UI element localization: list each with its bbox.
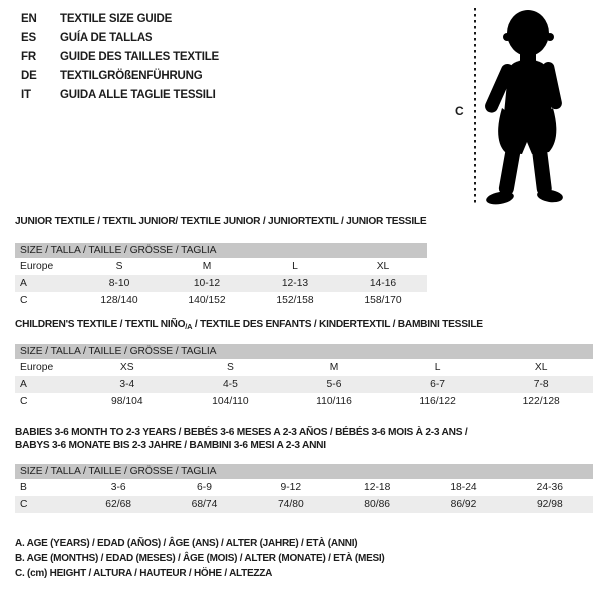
table-cell: 14-16 [369,278,397,289]
table-cell: L [292,261,298,272]
table-cell: 86/92 [450,499,477,510]
lang-code: ES [21,32,36,44]
lang-code: EN [21,13,37,25]
title-subscript: /A [185,322,193,331]
table-cell: M [329,362,339,373]
lang-row-es [21,29,219,48]
footnote-a: A. AGE (YEARS) / EDAD (AÑOS) / ÂGE (ANS) / ALTER (JAHRE) / ETÀ (ANNI) [15,538,358,549]
lang-code: DE [21,70,37,82]
row-label: A [20,379,27,390]
table-cell: 152/158 [276,295,314,306]
table-cell: S [115,261,123,272]
table-cell: 10-12 [193,278,221,289]
row-label: C [20,499,28,510]
table-cell: 140/152 [188,295,226,306]
footnote-legend [15,536,385,581]
table-cell: 104/110 [212,396,249,407]
junior-table-title: JUNIOR TEXTILE / TEXTIL JUNIOR/ TEXTILE JUNIOR / JUNIORTEXTIL / JUNIOR TESSILE [15,216,427,227]
lang-row-fr [21,48,219,67]
lang-label: GUÍA DE TALLAS [60,32,153,44]
row-label: Europe [20,362,54,373]
baby-silhouette-icon [470,6,595,208]
footnote-c: C. (cm) HEIGHT / ALTURA / HAUTEUR / HÖHE / ALTEZZA [15,568,273,579]
junior-size-table [15,243,427,309]
title-line-1: BABIES 3-6 MONTH TO 2-3 YEARS / BEBÉS 3-6 MESES A 2-3 AÑOS / BÉBÉS 3-6 MOIS À 2-3 ANS / [15,427,468,438]
lang-row-en [21,10,219,29]
table-row-age [15,275,427,292]
height-measure-label: C [455,104,464,118]
lang-label: TEXTILE SIZE GUIDE [60,13,173,25]
table-cell: 158/170 [364,295,402,306]
table-cell: L [434,362,441,373]
table-cell: XS [119,362,134,373]
table-cell: XL [376,261,390,272]
table-cell: 6-7 [430,379,446,390]
footnote-b: B. AGE (MONTHS) / EDAD (MESES) / ÂGE (MOIS) / ALTER (MONATE) / ETÀ (MESI) [15,553,385,564]
children-size-table [15,344,593,410]
language-title-list [21,10,219,105]
table-cell: 3-4 [119,379,135,390]
lang-row-de [21,67,219,86]
title-line-2: BABYS 3-6 MONATE BIS 2-3 JAHRE / BAMBINI 3-6 MESI A 2-3 ANNI [15,440,326,451]
title-part: / TEXTILE DES ENFANTS / KINDERTEXTIL / BAMBINI TESSILE [192,319,483,330]
table-row-height [15,496,593,513]
table-cell: XL [534,362,548,373]
table-row-europe [15,359,593,376]
size-header: SIZE / TALLA / TAILLE / GRÖSSE / TAGLIA [15,464,593,479]
children-table-title [15,318,483,333]
table-cell: 5-6 [326,379,342,390]
table-cell: 12-13 [281,278,309,289]
table-cell: 128/140 [100,295,138,306]
table-cell: 74/80 [277,499,304,510]
title-part: CHILDREN'S TEXTILE / TEXTIL NIÑO [15,319,186,330]
table-cell: 92/98 [536,499,563,510]
table-cell: 4-5 [222,379,238,390]
table-cell: M [202,261,212,272]
table-cell: 110/116 [316,396,352,407]
table-cell: 122/128 [522,396,560,407]
row-label: Europe [20,261,54,272]
table-cell: 3-6 [110,482,126,493]
table-row-months [15,479,593,496]
table-cell: S [226,362,234,373]
size-header: SIZE / TALLA / TAILLE / GRÖSSE / TAGLIA [15,344,593,359]
table-row-europe [15,258,427,275]
row-label: B [20,482,27,493]
table-cell: 8-10 [108,278,130,289]
lang-label: GUIDA ALLE TAGLIE TESSILI [60,89,216,101]
table-row-height [15,292,427,309]
lang-code: FR [21,51,36,63]
table-row-age [15,376,593,393]
table-cell: 12-18 [363,482,391,493]
table-cell: 24-36 [536,482,563,493]
table-cell: 62/68 [105,499,132,510]
babies-size-table [15,464,593,513]
table-cell: 18-24 [450,482,477,493]
lang-label: GUIDE DES TAILLES TEXTILE [60,51,219,63]
table-cell: 7-8 [533,379,549,390]
table-cell: 68/74 [191,499,218,510]
table-cell: 80/86 [364,499,391,510]
table-cell: 9-12 [280,482,302,493]
lang-row-it [21,86,219,105]
table-cell: 116/122 [419,396,456,407]
table-cell: 6-9 [197,482,212,493]
babies-table-title [15,426,467,452]
table-row-height [15,393,593,410]
row-label: C [20,295,28,306]
lang-code: IT [21,89,31,101]
table-cell: 98/104 [111,396,143,407]
size-header: SIZE / TALLA / TAILLE / GRÖSSE / TAGLIA [15,243,427,258]
lang-label: TEXTILGRÖßENFÜHRUNG [60,70,203,82]
row-label: C [20,396,28,407]
row-label: A [20,278,27,289]
